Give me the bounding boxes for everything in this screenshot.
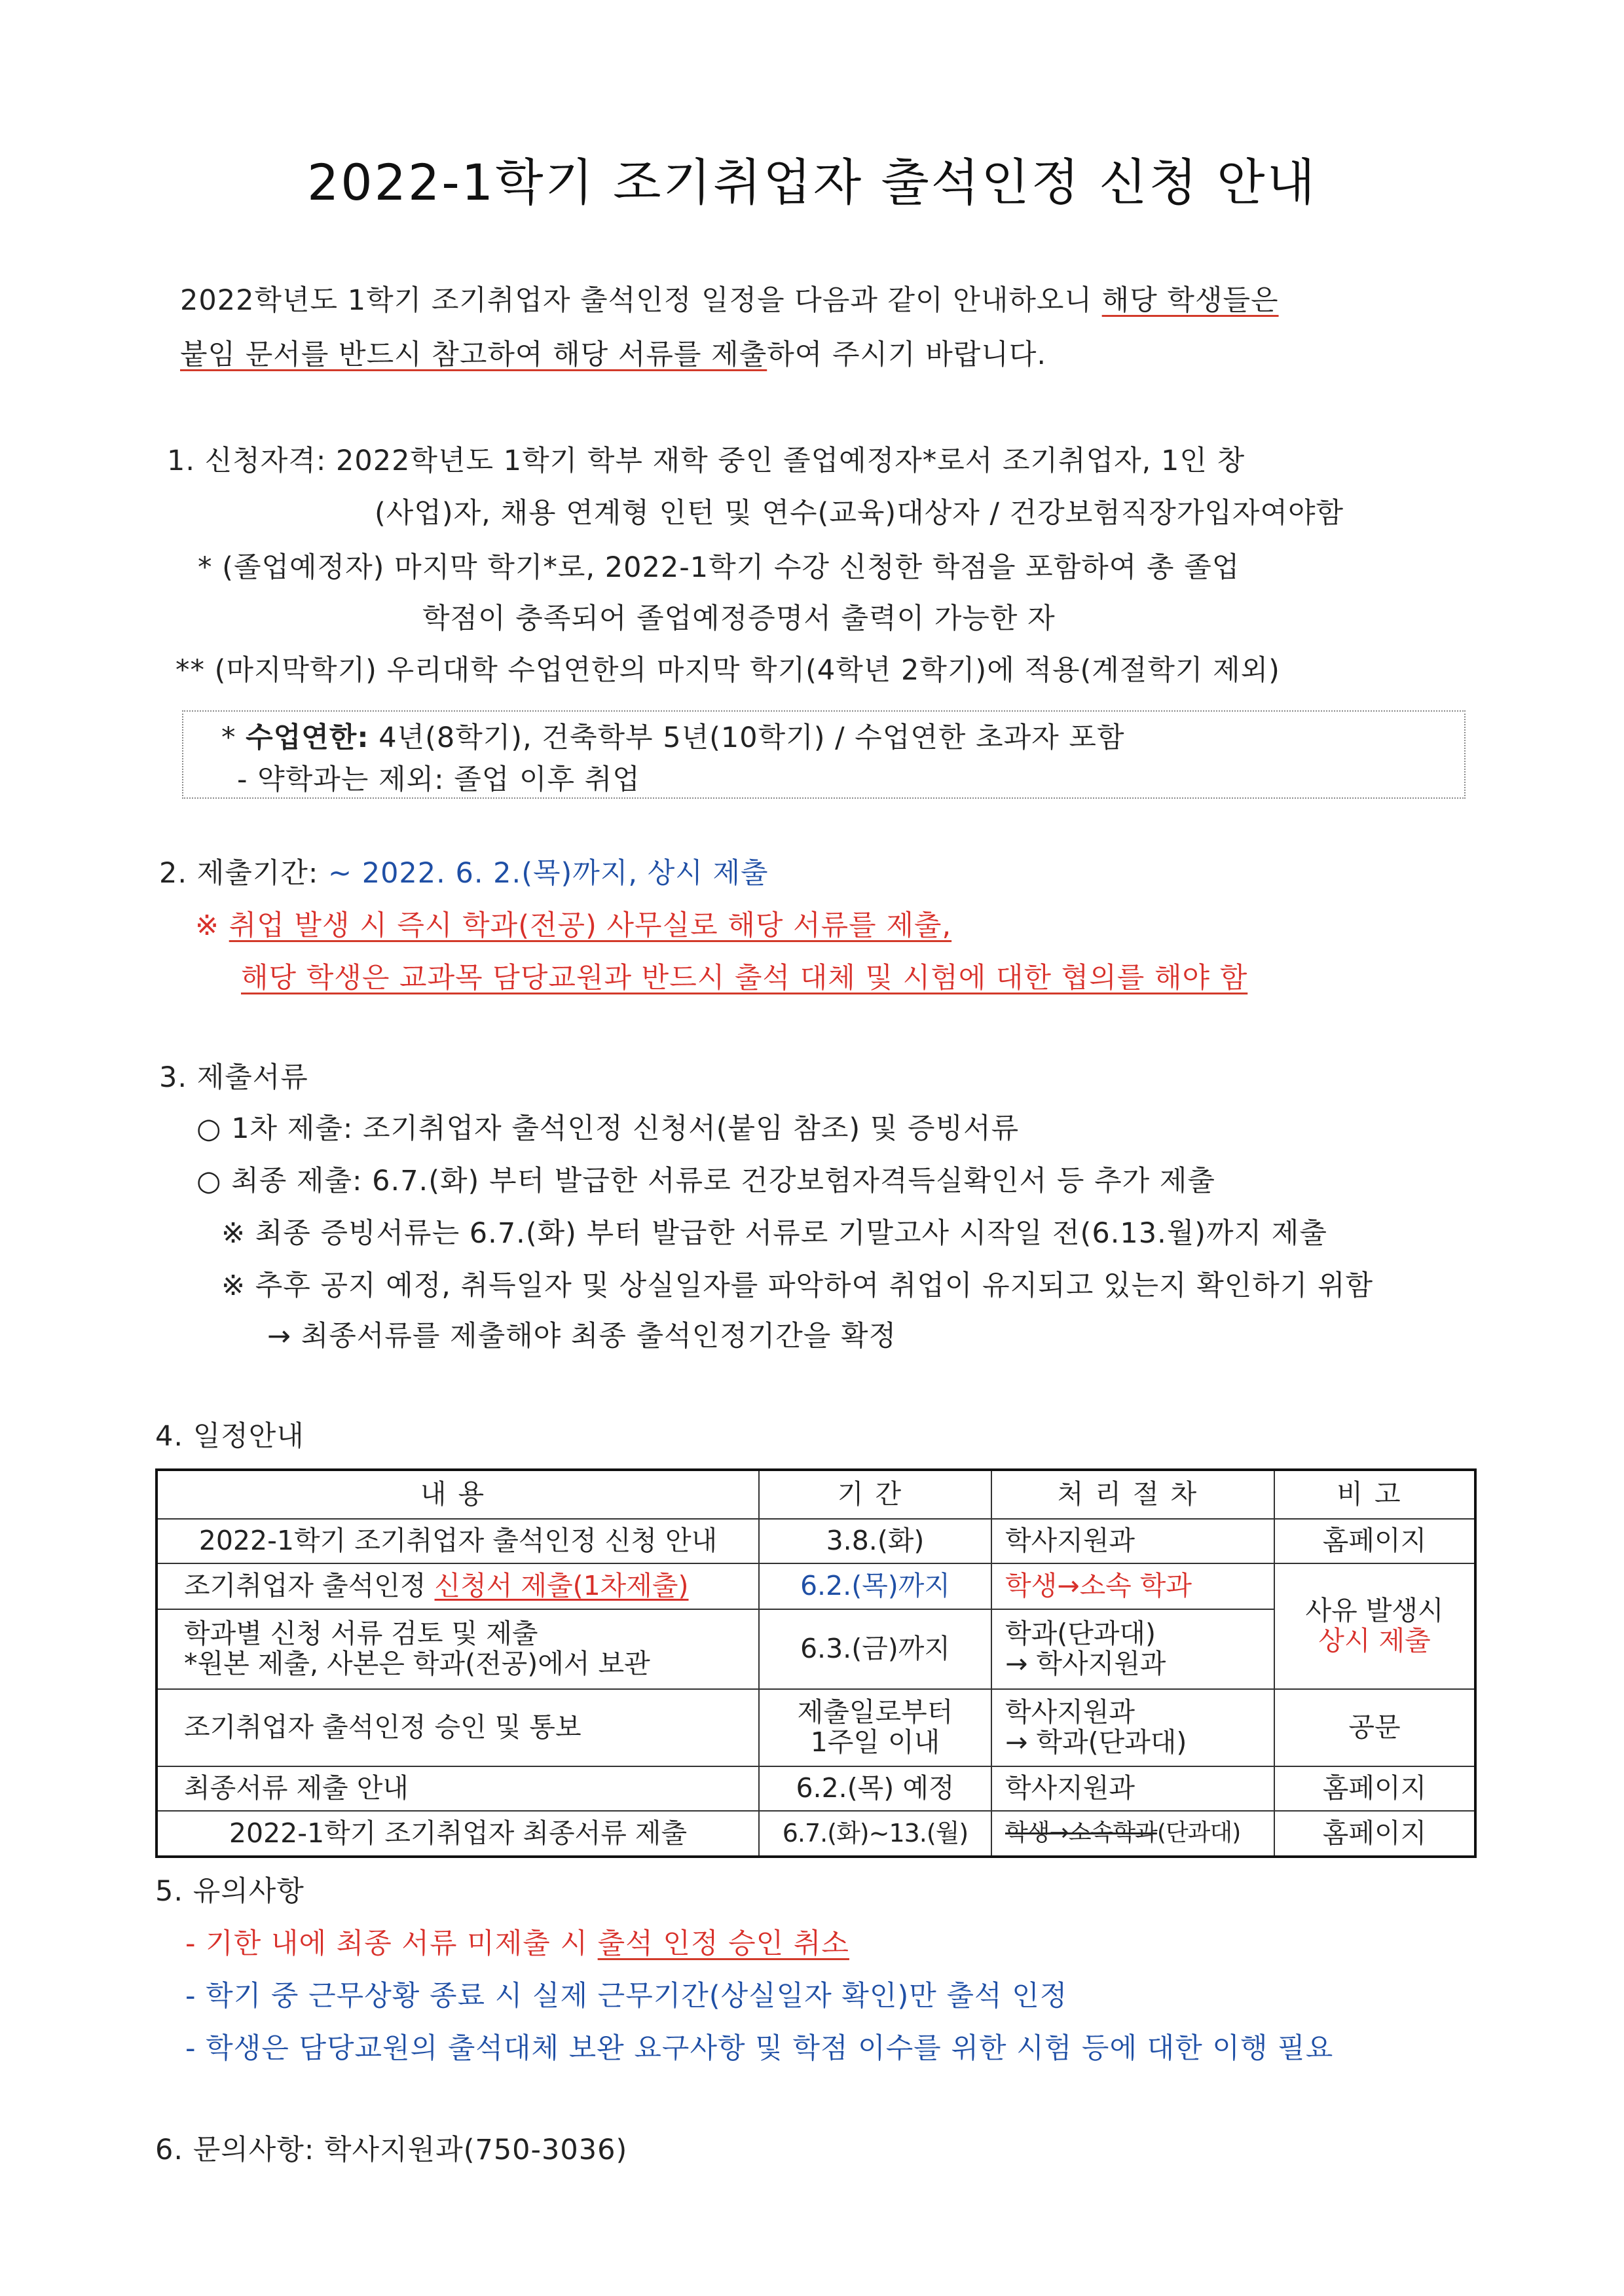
column-header-process: 처리절차 xyxy=(991,1470,1274,1519)
section-4-heading: 4. 일정안내 xyxy=(155,1420,304,1453)
table-row xyxy=(157,1689,1475,1766)
documents-item-1: ○ 1차 제출: 조기취업자 출석인정 신청서(붙임 참조) 및 증빙서류 xyxy=(196,1112,1020,1145)
study-period-line-2: - 약학과는 제외: 졸업 이후 취업 xyxy=(237,763,640,796)
cell-content-line: 학과별 신청 서류 검토 및 제출 xyxy=(184,1618,538,1650)
table-row xyxy=(157,1766,1475,1811)
intro-line-1 xyxy=(180,278,1279,318)
cell-process-line: 학과(단과대) xyxy=(1005,1618,1156,1650)
cell-period: 6.3.(금)까지 xyxy=(759,1609,991,1689)
cell-note: 공문 xyxy=(1274,1689,1475,1766)
intro-emphasis: 해당 학생들은 xyxy=(1101,284,1279,317)
submission-note-line-2 xyxy=(241,956,1247,996)
note-mark: ※ xyxy=(195,909,220,942)
cell-note: 홈페이지 xyxy=(1274,1766,1475,1811)
cell-content: 조기취업자 출석인정 승인 및 통보 xyxy=(157,1689,759,1766)
bullet: * xyxy=(221,721,236,754)
table-row xyxy=(157,1811,1475,1857)
cell-period-line: 1주일 이내 xyxy=(810,1726,940,1758)
submission-period xyxy=(159,851,769,891)
cell-content: 2022-1학기 조기취업자 최종서류 제출 xyxy=(157,1811,759,1857)
cell-process: 학사지원과 xyxy=(991,1766,1274,1811)
column-header-note: 비고 xyxy=(1274,1470,1475,1519)
caution-emphasis: 출석 인정 승인 취소 xyxy=(597,1927,849,1960)
schedule-table xyxy=(155,1468,1477,1858)
eligibility-note-2: ** (마지막학기) 우리대학 수업연한의 마지막 학기(4학년 2학기)에 적용(계절학기 제외) xyxy=(175,654,1280,687)
study-period-label: 수업연한: xyxy=(246,721,369,754)
documents-note-2: ※ 추후 공지 예정, 취득일자 및 상실일자를 파악하여 취업이 유지되고 있는지 확인하기 위함 xyxy=(221,1269,1374,1302)
cell-process: 학생→소속 학과 xyxy=(991,1563,1274,1609)
cell-process xyxy=(991,1689,1274,1766)
submission-period-value: ~ 2022. 6. 2.(목)까지, 상시 제출 xyxy=(328,857,769,890)
documents-note-1: ※ 최종 증빙서류는 6.7.(화) 부터 발급한 서류로 기말고사 시작일 전(6.13.월)까지 제출 xyxy=(221,1217,1327,1250)
cell-process xyxy=(991,1609,1274,1689)
cell-process-line: → 학과(단과대) xyxy=(1005,1726,1187,1758)
intro-text: 하여 주시기 바랍니다. xyxy=(767,338,1047,371)
cell-process-line: 학사지원과 xyxy=(1005,1696,1135,1728)
cell-content: 최종서류 제출 안내 xyxy=(157,1766,759,1811)
cell-content xyxy=(157,1609,759,1689)
submission-note-text: 취업 발생 시 즉시 학과(전공) 사무실로 해당 서류를 제출, xyxy=(229,909,952,942)
intro-line-2 xyxy=(180,333,1046,373)
submission-period-label: 2. 제출기간: xyxy=(159,857,329,890)
cell-note-line: 사유 발생시 xyxy=(1305,1595,1444,1627)
table-row xyxy=(157,1563,1475,1609)
eligibility-line-1: 1. 신청자격: 2022학년도 1학기 학부 재학 중인 졸업예정자*로서 조기취업자, 1인 창 xyxy=(167,445,1246,477)
table-row xyxy=(157,1519,1475,1563)
cell-process-text: (단과대) xyxy=(1156,1819,1241,1847)
cell-process-line: → 학사지원과 xyxy=(1005,1648,1166,1679)
table-header-row xyxy=(157,1470,1475,1519)
submission-note-text: 해당 학생은 교과목 담당교원과 반드시 출석 대체 및 시험에 대한 협의를 해야 함 xyxy=(241,962,1248,994)
cell-process: 학사지원과 xyxy=(991,1519,1274,1563)
cell-note-merged xyxy=(1274,1563,1475,1689)
cell-period: 6.2.(목)까지 xyxy=(759,1563,991,1609)
cell-content-line: *원본 제출, 사본은 학과(전공)에서 보관 xyxy=(184,1648,650,1679)
cell-period: 6.7.(화)~13.(월) xyxy=(759,1811,991,1857)
caution-item-1 xyxy=(185,1922,849,1961)
cell-process-struck: 학생→소속학과 xyxy=(1005,1819,1157,1847)
documents-note-3: → 최종서류를 제출해야 최종 출석인정기간을 확정 xyxy=(267,1320,897,1353)
column-header-period: 기간 xyxy=(759,1470,991,1519)
cell-content: 2022-1학기 조기취업자 출석인정 신청 안내 xyxy=(157,1519,759,1563)
contact-info: 6. 문의사항: 학사지원과(750-3036) xyxy=(155,2134,628,2166)
cell-content-text: 조기취업자 출석인정 xyxy=(184,1570,435,1602)
caution-item-3: - 학생은 담당교원의 출석대체 보완 요구사항 및 학점 이수를 위한 시험 등에 대한 이행 필요 xyxy=(185,2032,1334,2065)
eligibility-line-2: (사업)자, 채용 연계형 인턴 및 연수(교육)대상자 / 건강보험직장가입자여야함 xyxy=(375,497,1344,530)
column-header-content: 내용 xyxy=(157,1470,759,1519)
intro-emphasis: 붙임 문서를 반드시 참고하여 해당 서류를 제출 xyxy=(180,338,767,371)
cell-period: 3.8.(화) xyxy=(759,1519,991,1563)
eligibility-note-1b: 학점이 충족되어 졸업예정증명서 출력이 가능한 자 xyxy=(422,602,1056,635)
study-period-text: 4년(8학기), 건축학부 5년(10학기) / 수업연한 초과자 포함 xyxy=(378,721,1125,754)
section-5-heading: 5. 유의사항 xyxy=(155,1875,304,1908)
cell-content xyxy=(157,1563,759,1609)
submission-note-line-1 xyxy=(195,903,951,943)
eligibility-note-1: * (졸업예정자) 마지막 학기*로, 2022-1학기 수강 신청한 학점을 포함하여 총 졸업 xyxy=(198,551,1240,584)
section-3-heading: 3. 제출서류 xyxy=(159,1061,308,1094)
cell-period: 6.2.(목) 예정 xyxy=(759,1766,991,1811)
cell-period xyxy=(759,1689,991,1766)
cell-content-emphasis: 신청서 제출(1차제출) xyxy=(434,1570,689,1602)
cell-period-line: 제출일로부터 xyxy=(797,1696,953,1728)
cell-note-line: 상시 제출 xyxy=(1318,1625,1431,1656)
study-period-line-1 xyxy=(221,716,1124,756)
documents-item-2: ○ 최종 제출: 6.7.(화) 부터 발급한 서류로 건강보험자격득실확인서 등 추가 제출 xyxy=(196,1165,1215,1197)
intro-text: 2022학년도 1학기 조기취업자 출석인정 일정을 다음과 같이 안내하오니 xyxy=(180,284,1102,317)
caution-item-2: - 학기 중 근무상황 종료 시 실제 근무기간(상실일자 확인)만 출석 인정 xyxy=(185,1980,1068,2013)
cell-process xyxy=(991,1811,1274,1857)
cell-note: 홈페이지 xyxy=(1274,1519,1475,1563)
cell-note: 홈페이지 xyxy=(1274,1811,1475,1857)
caution-text: - 기한 내에 최종 서류 미제출 시 xyxy=(185,1927,598,1960)
page-title: 2022-1학기 조기취업자 출석인정 신청 안내 xyxy=(306,153,1318,211)
